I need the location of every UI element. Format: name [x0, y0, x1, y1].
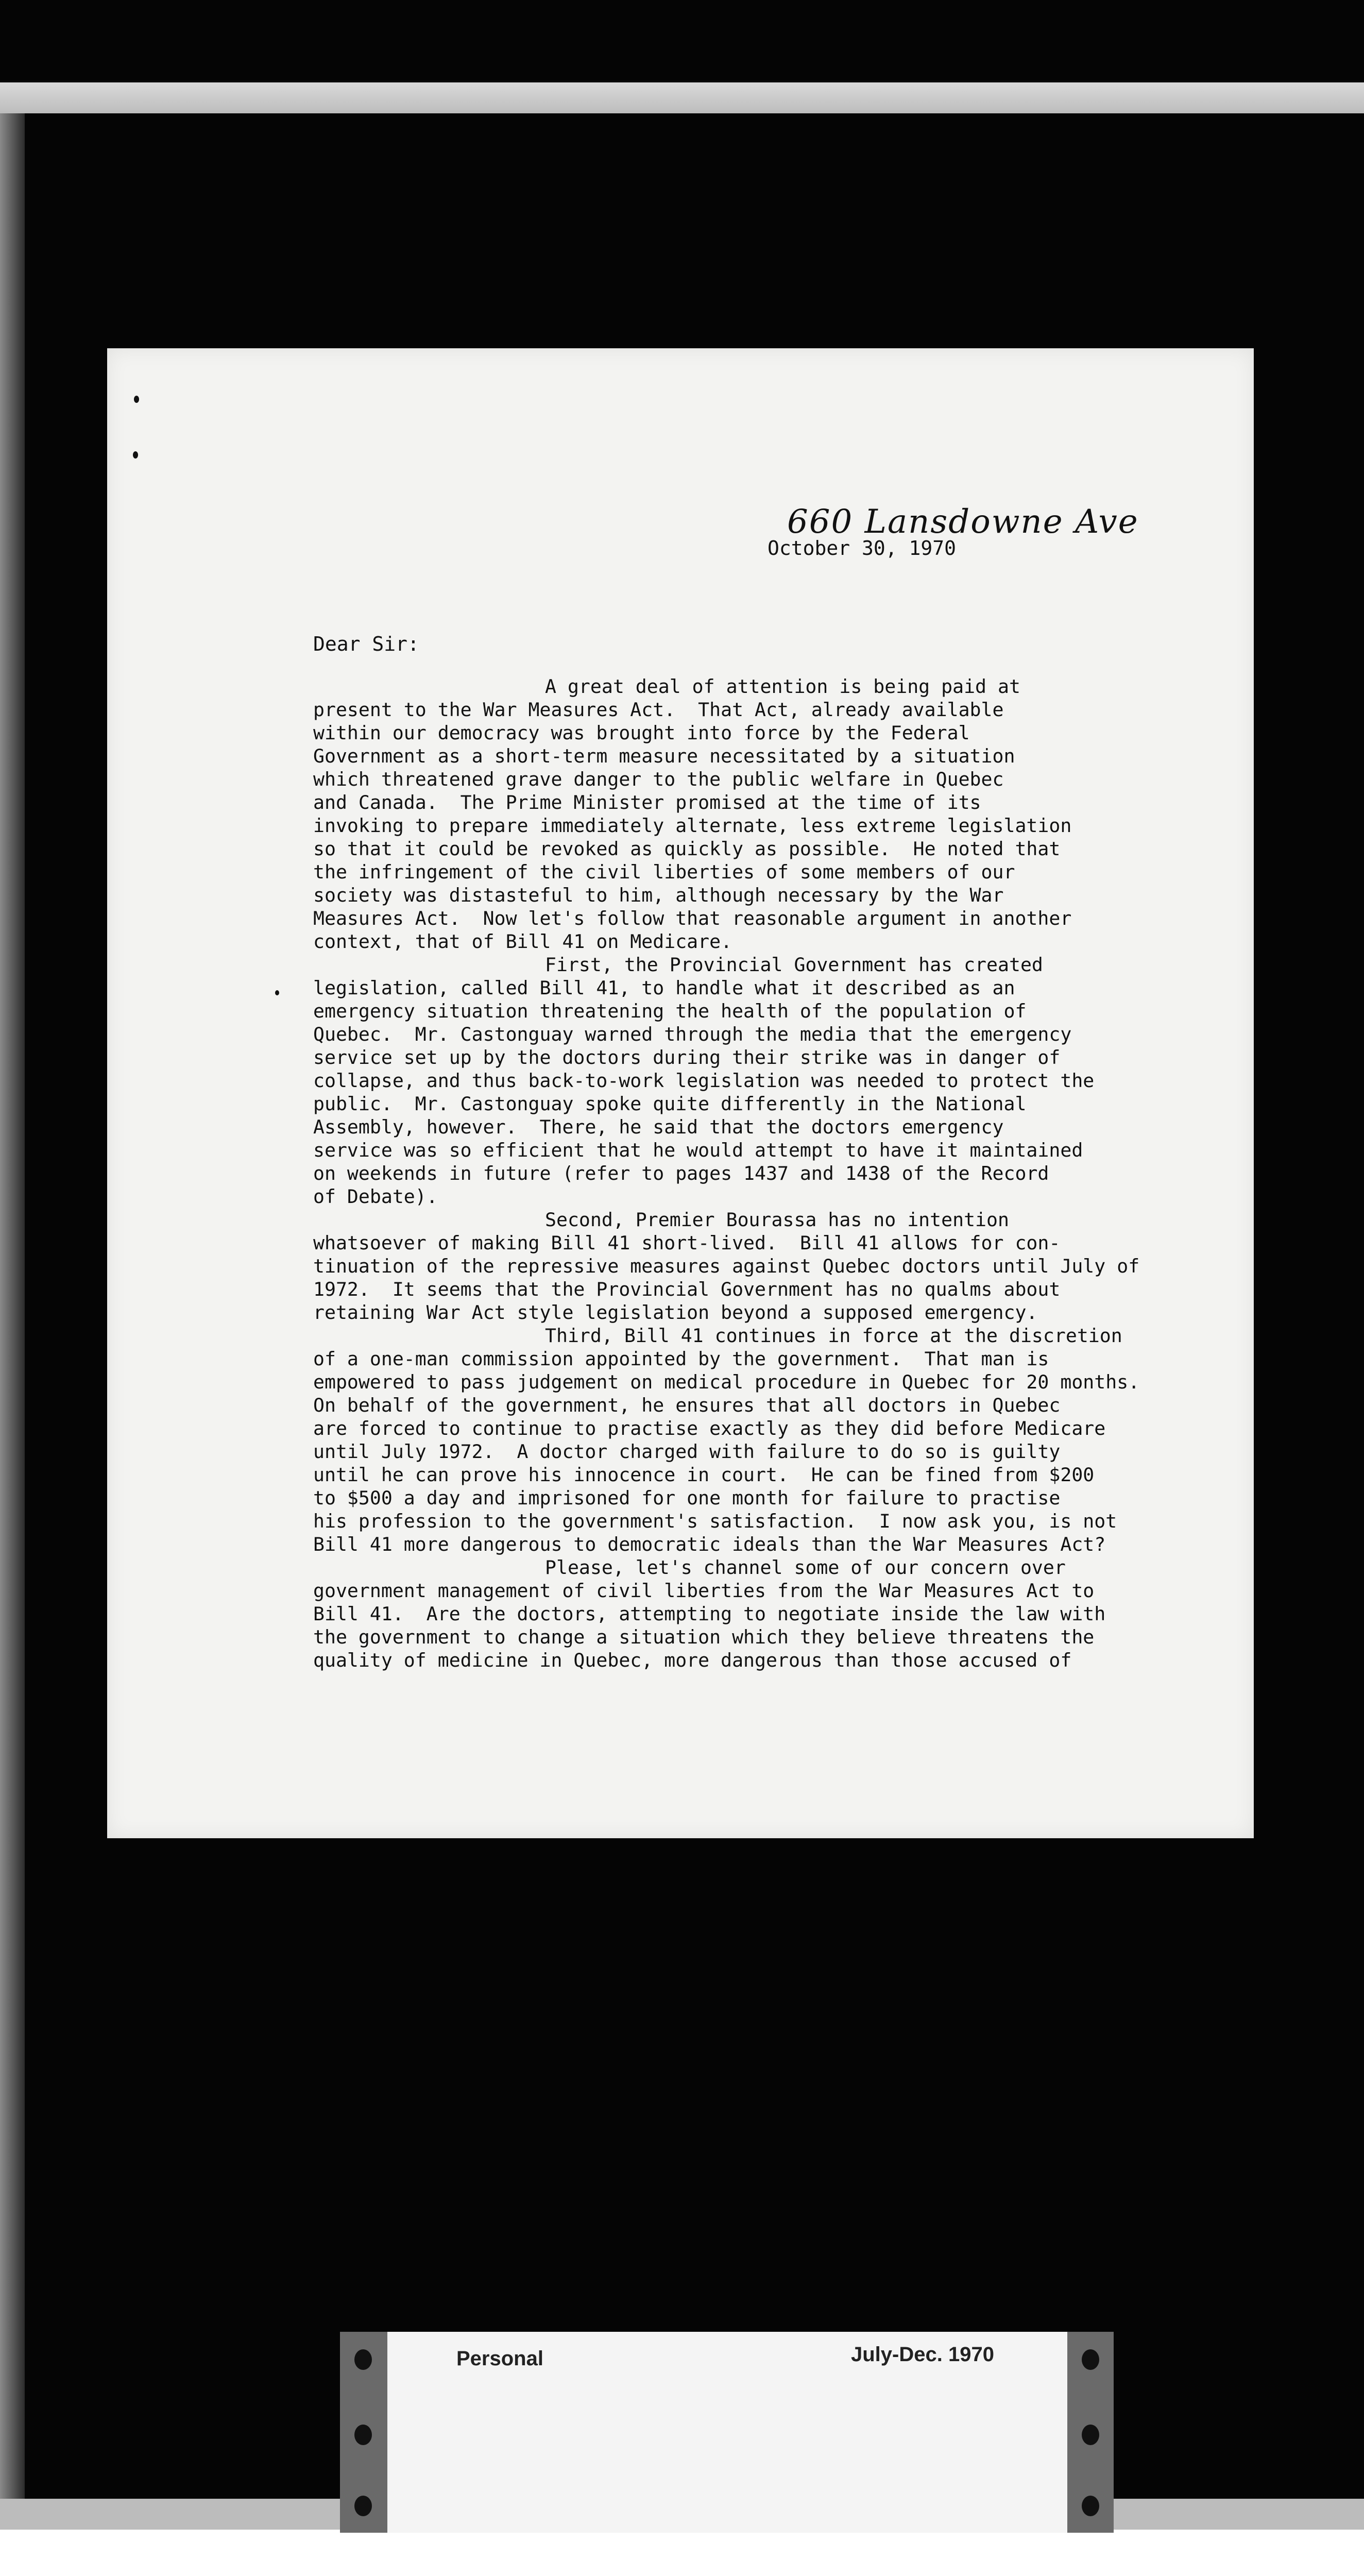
letter-line: which threatened grave danger to the public welfare in Quebec [313, 768, 1004, 790]
letter-line: Government as a short-term measure necessitated by a situation [313, 745, 1015, 767]
letter-line: collapse, and thus back-to-work legislation was needed to protect the [313, 1070, 1095, 1092]
page-speck [134, 396, 139, 403]
letter-line: legislation, called Bill 41, to handle what it described as an [313, 977, 1015, 999]
letter-line: On behalf of the government, he ensures that all doctors in Quebec [313, 1394, 1061, 1416]
letter-line: his profession to the government's satisfaction. I now ask you, is not [313, 1510, 1117, 1532]
letter-line: Measures Act. Now let's follow that reasonable argument in another [313, 907, 1072, 929]
handwritten-address: 660 Lansdowne Ave [787, 503, 1139, 541]
letter-line: to $500 a day and imprisoned for one month for failure to practise [313, 1487, 1061, 1509]
letter-line: the government to change a situation which they believe threatens the [313, 1626, 1095, 1648]
sprocket-hole [354, 2349, 372, 2370]
film-top-strip [0, 82, 1364, 113]
letter-line: the infringement of the civil liberties of some members of our [313, 861, 1015, 883]
letter-body [313, 675, 1220, 1672]
letter-line: quality of medicine in Quebec, more dangerous than those accused of [313, 1649, 1072, 1671]
letter-line: context, that of Bill 41 on Medicare. [313, 930, 732, 953]
letter-line: tinuation of the repressive measures against Quebec doctors until July of [313, 1255, 1140, 1277]
letter-line: present to the War Measures Act. That Act, already available [313, 699, 1004, 721]
letter-line: of a one-man commission appointed by the government. That man is [313, 1348, 1049, 1370]
letter-line: Second, Premier Bourassa has no intention [545, 1209, 1009, 1231]
film-sprocket-strip-left [340, 2332, 387, 2533]
letter-line: of Debate). [313, 1185, 438, 1208]
sprocket-hole [354, 2425, 372, 2445]
letter-line: public. Mr. Castonguay spoke quite differently in the National [313, 1093, 1027, 1115]
letter-line: government management of civil liberties from the War Measures Act to [313, 1580, 1095, 1602]
letter-line: Bill 41 more dangerous to democratic ideals than the War Measures Act? [313, 1533, 1106, 1555]
letter-line: emergency situation threatening the health of the population of [313, 1000, 1027, 1022]
letter-line: invoking to prepare immediately alternate, less extreme legislation [313, 815, 1072, 837]
letter-line: are forced to continue to practise exactly as they did before Medicare [313, 1417, 1106, 1439]
sprocket-hole [1082, 2425, 1099, 2445]
film-sprocket-strip-right [1067, 2332, 1114, 2533]
letter-line: First, the Provincial Government has created [545, 954, 1043, 976]
letter-line: Assembly, however. There, he said that the doctors emergency [313, 1116, 1004, 1138]
film-margin [0, 2530, 1364, 2576]
letter-line: A great deal of attention is being paid at [545, 675, 1020, 698]
sprocket-hole [354, 2496, 372, 2516]
film-left-edge [0, 113, 25, 2524]
archive-date-range-label: July-Dec. 1970 [851, 2343, 994, 2366]
archive-category-label: Personal [456, 2347, 543, 2370]
letter-line: and Canada. The Prime Minister promised at the time of its [313, 791, 981, 814]
sprocket-hole [1082, 2496, 1099, 2516]
letter-line: 1972. It seems that the Provincial Government has no qualms about [313, 1278, 1061, 1300]
letter-line: Bill 41. Are the doctors, attempting to negotiate inside the law with [313, 1603, 1106, 1625]
letter-line: Please, let's channel some of our concern over [545, 1556, 1066, 1579]
letter-page [107, 348, 1254, 1838]
sprocket-hole [1082, 2349, 1099, 2370]
letter-line: until he can prove his innocence in court. He can be fined from $200 [313, 1464, 1095, 1486]
letter-line: Third, Bill 41 continues in force at the discretion [545, 1325, 1122, 1347]
letter-line: within our democracy was brought into force by the Federal [313, 722, 970, 744]
letter-line: until July 1972. A doctor charged with failure to do so is guilty [313, 1440, 1061, 1463]
letter-line: service set up by the doctors during their strike was in danger of [313, 1046, 1061, 1069]
letter-line: service was so efficient that he would attempt to have it maintained [313, 1139, 1083, 1161]
letter-line: Quebec. Mr. Castonguay warned through the media that the emergency [313, 1023, 1072, 1045]
letter-line: society was distasteful to him, although necessary by the War [313, 884, 1004, 906]
letter-line: whatsoever of making Bill 41 short-lived. Bill 41 allows for con- [313, 1232, 1061, 1254]
letter-date: October 30, 1970 [768, 537, 957, 560]
letter-line: so that it could be revoked as quickly as possible. He noted that [313, 838, 1061, 860]
salutation: Dear Sir: [313, 633, 419, 655]
letter-line: retaining War Act style legislation beyond a supposed emergency. [313, 1301, 1038, 1324]
page-speck [275, 990, 279, 995]
page-speck [133, 451, 138, 459]
letter-line: on weekends in future (refer to pages 1437 and 1438 of the Record [313, 1162, 1049, 1184]
letter-line: empowered to pass judgement on medical procedure in Quebec for 20 months. [313, 1371, 1140, 1393]
